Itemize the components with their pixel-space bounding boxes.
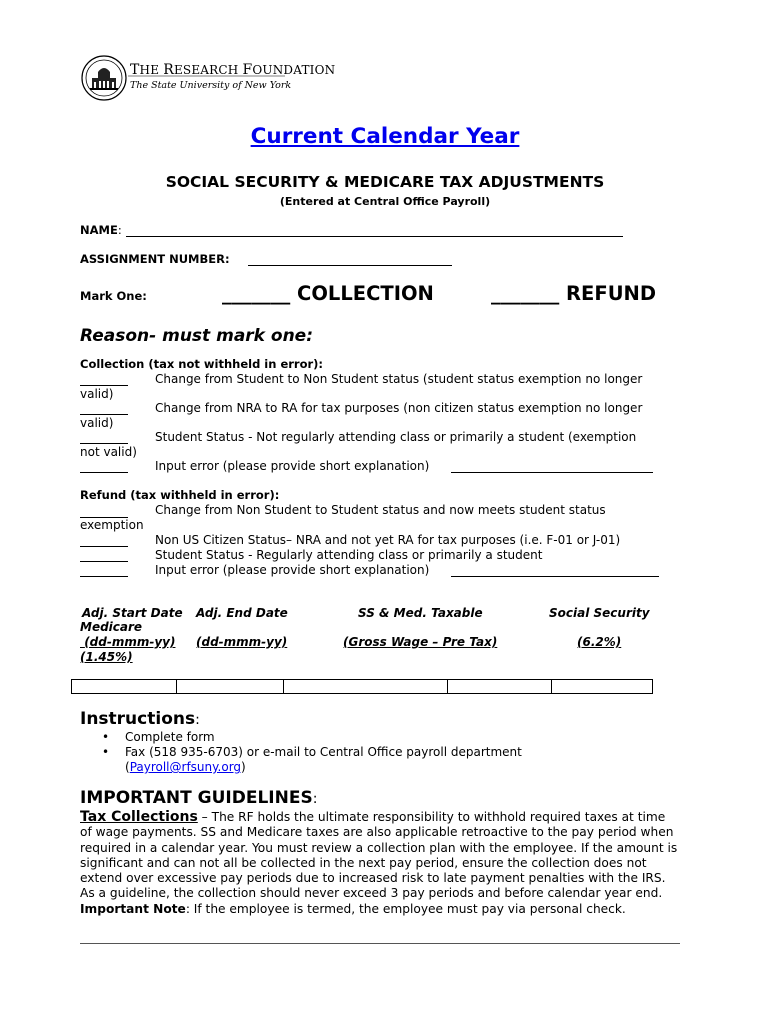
th-social-security: Social Security (549, 606, 650, 620)
form-subnote: (Entered at Central Office Payroll) (279, 195, 491, 208)
adjustment-table (71, 679, 653, 694)
social-security-cell[interactable] (447, 680, 552, 694)
collection-explanation-field[interactable] (451, 472, 653, 473)
medicare-cell[interactable] (552, 680, 653, 694)
th-end-date: Adj. End Date (196, 606, 288, 620)
instructions-heading: Instructions: (80, 709, 200, 729)
collection-check-1[interactable] (80, 385, 128, 386)
tax-collections-lead: Tax Collections (80, 809, 198, 825)
guidelines-heading: IMPORTANT GUIDELINES: (80, 788, 318, 808)
collection-option[interactable]: _______ COLLECTION (222, 282, 434, 305)
bullet-dot-icon: • (102, 745, 110, 759)
collection-item-1-cont: valid) (80, 387, 114, 401)
th-ss-med-sub: (Gross Wage – Pre Tax) (343, 635, 498, 649)
assignment-label: ASSIGNMENT NUMBER: (80, 252, 230, 266)
start-date-cell[interactable] (72, 680, 177, 694)
logo-org-name: THE RESEARCH FOUNDATION (130, 62, 336, 78)
bullet-dot-icon: • (102, 730, 110, 744)
th-start-format: (dd-mmm-yy) (84, 635, 176, 649)
refund-check-3[interactable] (80, 561, 128, 562)
refund-item-1-cont: exemption (80, 518, 144, 532)
bottom-divider (80, 943, 680, 944)
collection-check-2[interactable] (80, 414, 128, 415)
collection-item-1: Change from Student to Non Student status (student status exemption no longer (155, 372, 643, 386)
collection-item-4: Input error (please provide short explanation) (155, 459, 430, 473)
payroll-email-link[interactable]: Payroll@rfsuny.org (129, 760, 242, 774)
tax-collections-paragraph: Tax Collections – The RF holds the ultimate responsibility to withhold required taxes at time of wage payments. SS and Medicare taxes are also applicable retroactive to the pay period when required in a calendar year. You must review a collection plan with the employee. If the amount is significant and can not all be collected in the next pay period, ensure the collection does not extend over excessive pay periods due to increased risk to late payment penalties with the IRS. As a guideline, the collection should never exceed 3 pay periods and before calendar year end. Important Note: If the employee is termed, the employee must pay via personal check. (80, 809, 678, 916)
th-ss-rate: (6.2%) (577, 635, 622, 649)
refund-check-4[interactable] (80, 576, 128, 577)
th-ss-med-taxable: SS & Med. Taxable (358, 606, 483, 620)
refund-item-1: Change from Non Student to Student status and now meets student status (155, 503, 606, 517)
refund-item-4: Input error (please provide short explanation) (155, 563, 430, 577)
important-note-label: Important Note (80, 901, 186, 916)
page-title[interactable]: Current Calendar Year (250, 124, 520, 149)
collection-check-4[interactable] (80, 472, 128, 473)
name-label: NAME: (80, 223, 122, 237)
collection-item-3-cont: not valid) (80, 445, 137, 459)
refund-check-1[interactable] (80, 517, 128, 518)
instruction-item: Fax (518 935-6703) or e-mail to Central Office payroll department (125, 745, 522, 759)
th-end-format: (dd-mmm-yy) (196, 635, 288, 649)
building-seal-icon (82, 56, 126, 100)
payroll-email-line: (Payroll@rfsuny.org) (125, 760, 246, 774)
ss-med-taxable-cell[interactable] (284, 680, 447, 694)
th-start-date: Adj. Start Date (82, 606, 183, 620)
assignment-field[interactable] (248, 265, 452, 266)
refund-item-2: Non US Citizen Status– NRA and not yet RA for tax purposes (i.e. F-01 or J-01) (155, 533, 621, 547)
name-field[interactable] (126, 236, 623, 237)
reason-heading: Reason- must mark one: (80, 326, 314, 346)
instruction-item: Complete form (125, 730, 215, 744)
collection-item-2-cont: valid) (80, 416, 114, 430)
th-med-rate: (1.45%) (80, 650, 133, 664)
end-date-cell[interactable] (176, 680, 284, 694)
refund-check-2[interactable] (80, 546, 128, 547)
table-row (72, 680, 653, 694)
collection-heading: Collection (tax not withheld in error): (80, 357, 324, 371)
refund-option[interactable]: _______ REFUND (491, 282, 657, 305)
collection-item-2: Change from NRA to RA for tax purposes (non citizen status exemption no longer (155, 401, 643, 415)
th-medicare: Medicare (80, 620, 143, 634)
refund-item-3: Student Status - Regularly attending class or primarily a student (155, 548, 543, 562)
logo-subline: The State University of New York (130, 80, 292, 91)
mark-one-label: Mark One: (80, 289, 147, 303)
collection-item-3: Student Status - Not regularly attending class or primarily a student (exemption (155, 430, 637, 444)
collection-check-3[interactable] (80, 443, 128, 444)
refund-heading: Refund (tax withheld in error): (80, 488, 280, 502)
refund-explanation-field[interactable] (451, 576, 659, 577)
form-subtitle: SOCIAL SECURITY & MEDICARE TAX ADJUSTMENTS (165, 173, 605, 191)
